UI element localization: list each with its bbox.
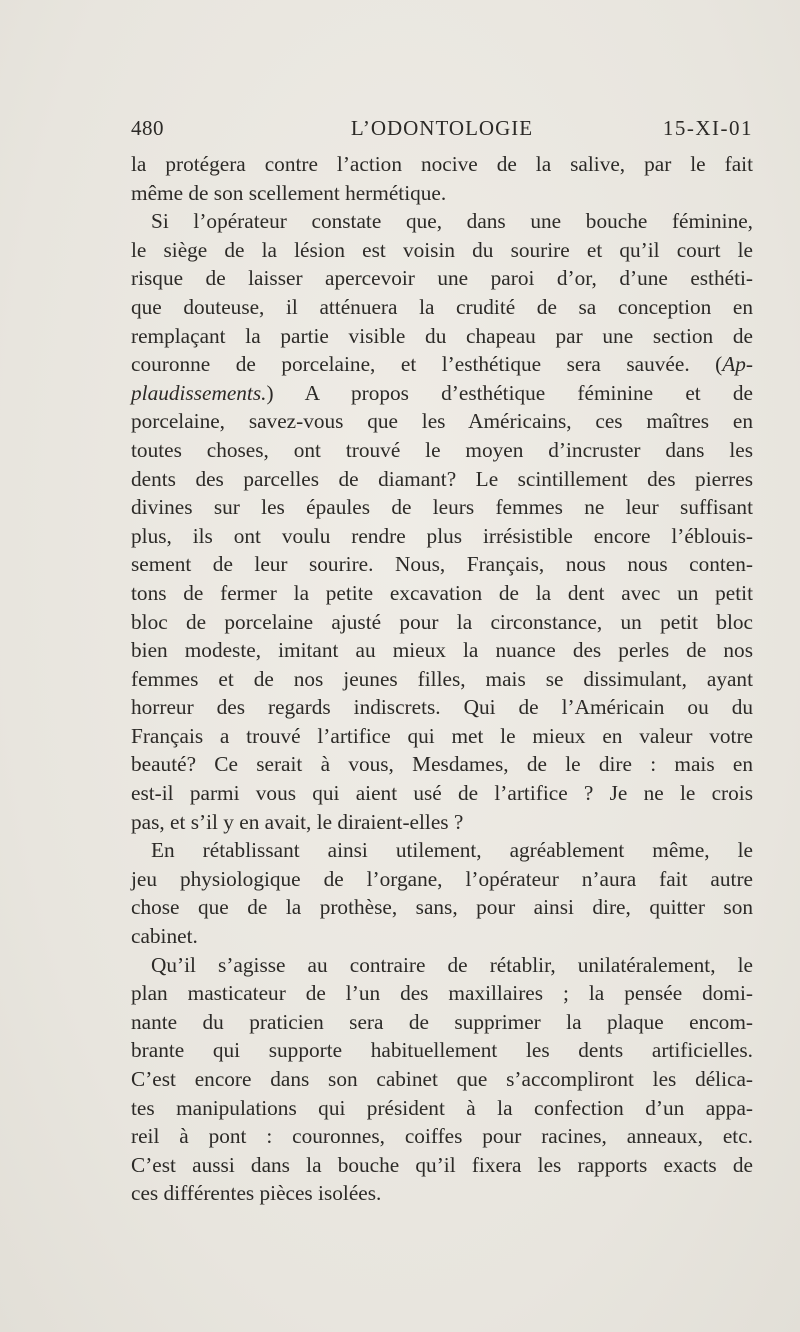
text-line: chose que de la prothèse, sans, pour ainsi dire, quitter son [131, 895, 753, 920]
text-line: divines sur les épaules de leurs femmes ne leur suffisant [131, 495, 753, 520]
running-title: L’ODONTOLOGIE [350, 116, 534, 140]
text-line: En rétablissant ainsi utilement, agréablement même, le [151, 838, 753, 863]
text-line: C’est encore dans son cabinet que s’accompliront les délica- [131, 1067, 753, 1091]
text-line: plus, ils ont voulu rendre plus irrésistible encore l’éblouis- [131, 523, 753, 548]
text-line: C’est aussi dans la bouche qu’il fixera les rapports exacts de [131, 1152, 753, 1177]
text-line: reil à pont : couronnes, coiffes pour racines, anneaux, etc. [131, 1124, 753, 1149]
text-line: sement de leur sourire. Nous, Français, nous nous conten- [131, 552, 753, 577]
text-line: jeu physiologique de l’organe, l’opérateur n’aura fait autre [131, 866, 753, 891]
text-line: brante qui supporte habituellement les dents artificielles. [131, 1038, 753, 1063]
text-line: toutes choses, ont trouvé le moyen d’incruster dans les [131, 437, 753, 462]
text-line: Qu’il s’agisse au contraire de rétablir, unilatéralement, le [151, 952, 753, 977]
page-number: 480 [131, 116, 164, 140]
text-line: nante du praticien sera de supprimer la plaque encom- [131, 1009, 753, 1034]
text-line: que douteuse, il atténuera la crudité de sa conception en [131, 294, 753, 319]
text-line: dents des parcelles de diamant? Le scintillement des pierres [131, 466, 753, 491]
text-line: est-il parmi vous qui aient usé de l’artifice ? Je ne le crois [131, 781, 753, 806]
text-line: femmes et de nos jeunes filles, mais se dissimulant, ayant [131, 666, 753, 691]
text-line: porcelaine, savez-vous que les Américains, ces maîtres en [131, 409, 753, 434]
text-line: plaudissements.) A propos d’esthétique féminine et de [131, 380, 753, 405]
text-line: Français a trouvé l’artifice qui met le mieux en valeur votre [131, 723, 753, 748]
text-line: ces différentes pièces isolées. [131, 1181, 382, 1206]
text-line: couronne de porcelaine, et l’esthétique sera sauvée. (Ap- [131, 352, 753, 377]
text-line: horreur des regards indiscrets. Qui de l’Américain ou du [131, 695, 753, 720]
text-line: beauté? Ce serait à vous, Mesdames, de le dire : mais en [131, 752, 753, 777]
text-line: risque de laisser apercevoir une paroi d’or, d’une esthéti- [131, 266, 753, 291]
page-header [131, 116, 753, 146]
text-line: bloc de porcelaine ajusté pour la circonstance, un petit bloc [131, 609, 753, 634]
text-line: la protégera contre l’action nocive de la salive, par le fait [131, 152, 753, 176]
text-line: cabinet. [131, 924, 198, 949]
text-line: Si l’opérateur constate que, dans une bouche féminine, [151, 209, 753, 234]
text-line: remplaçant la partie visible du chapeau par une section de [131, 323, 753, 348]
text-line: tons de fermer la petite excavation de la dent avec un petit [131, 580, 753, 605]
text-line: pas, et s’il y en avait, le diraient-elles ? [131, 809, 464, 834]
text-line: tes manipulations qui président à la confection d’un appa- [131, 1095, 753, 1120]
body-text [131, 150, 753, 1208]
text-line: plan masticateur de l’un des maxillaires ; la pensée domi- [131, 981, 753, 1006]
text-line: même de son scellement hermétique. [131, 180, 447, 205]
text-line: le siège de la lésion est voisin du sourire et qu’il court le [131, 237, 753, 262]
text-line: bien modeste, imitant au mieux la nuance des perles de nos [131, 638, 753, 663]
issue-date: 15-XI-01 [662, 116, 753, 140]
